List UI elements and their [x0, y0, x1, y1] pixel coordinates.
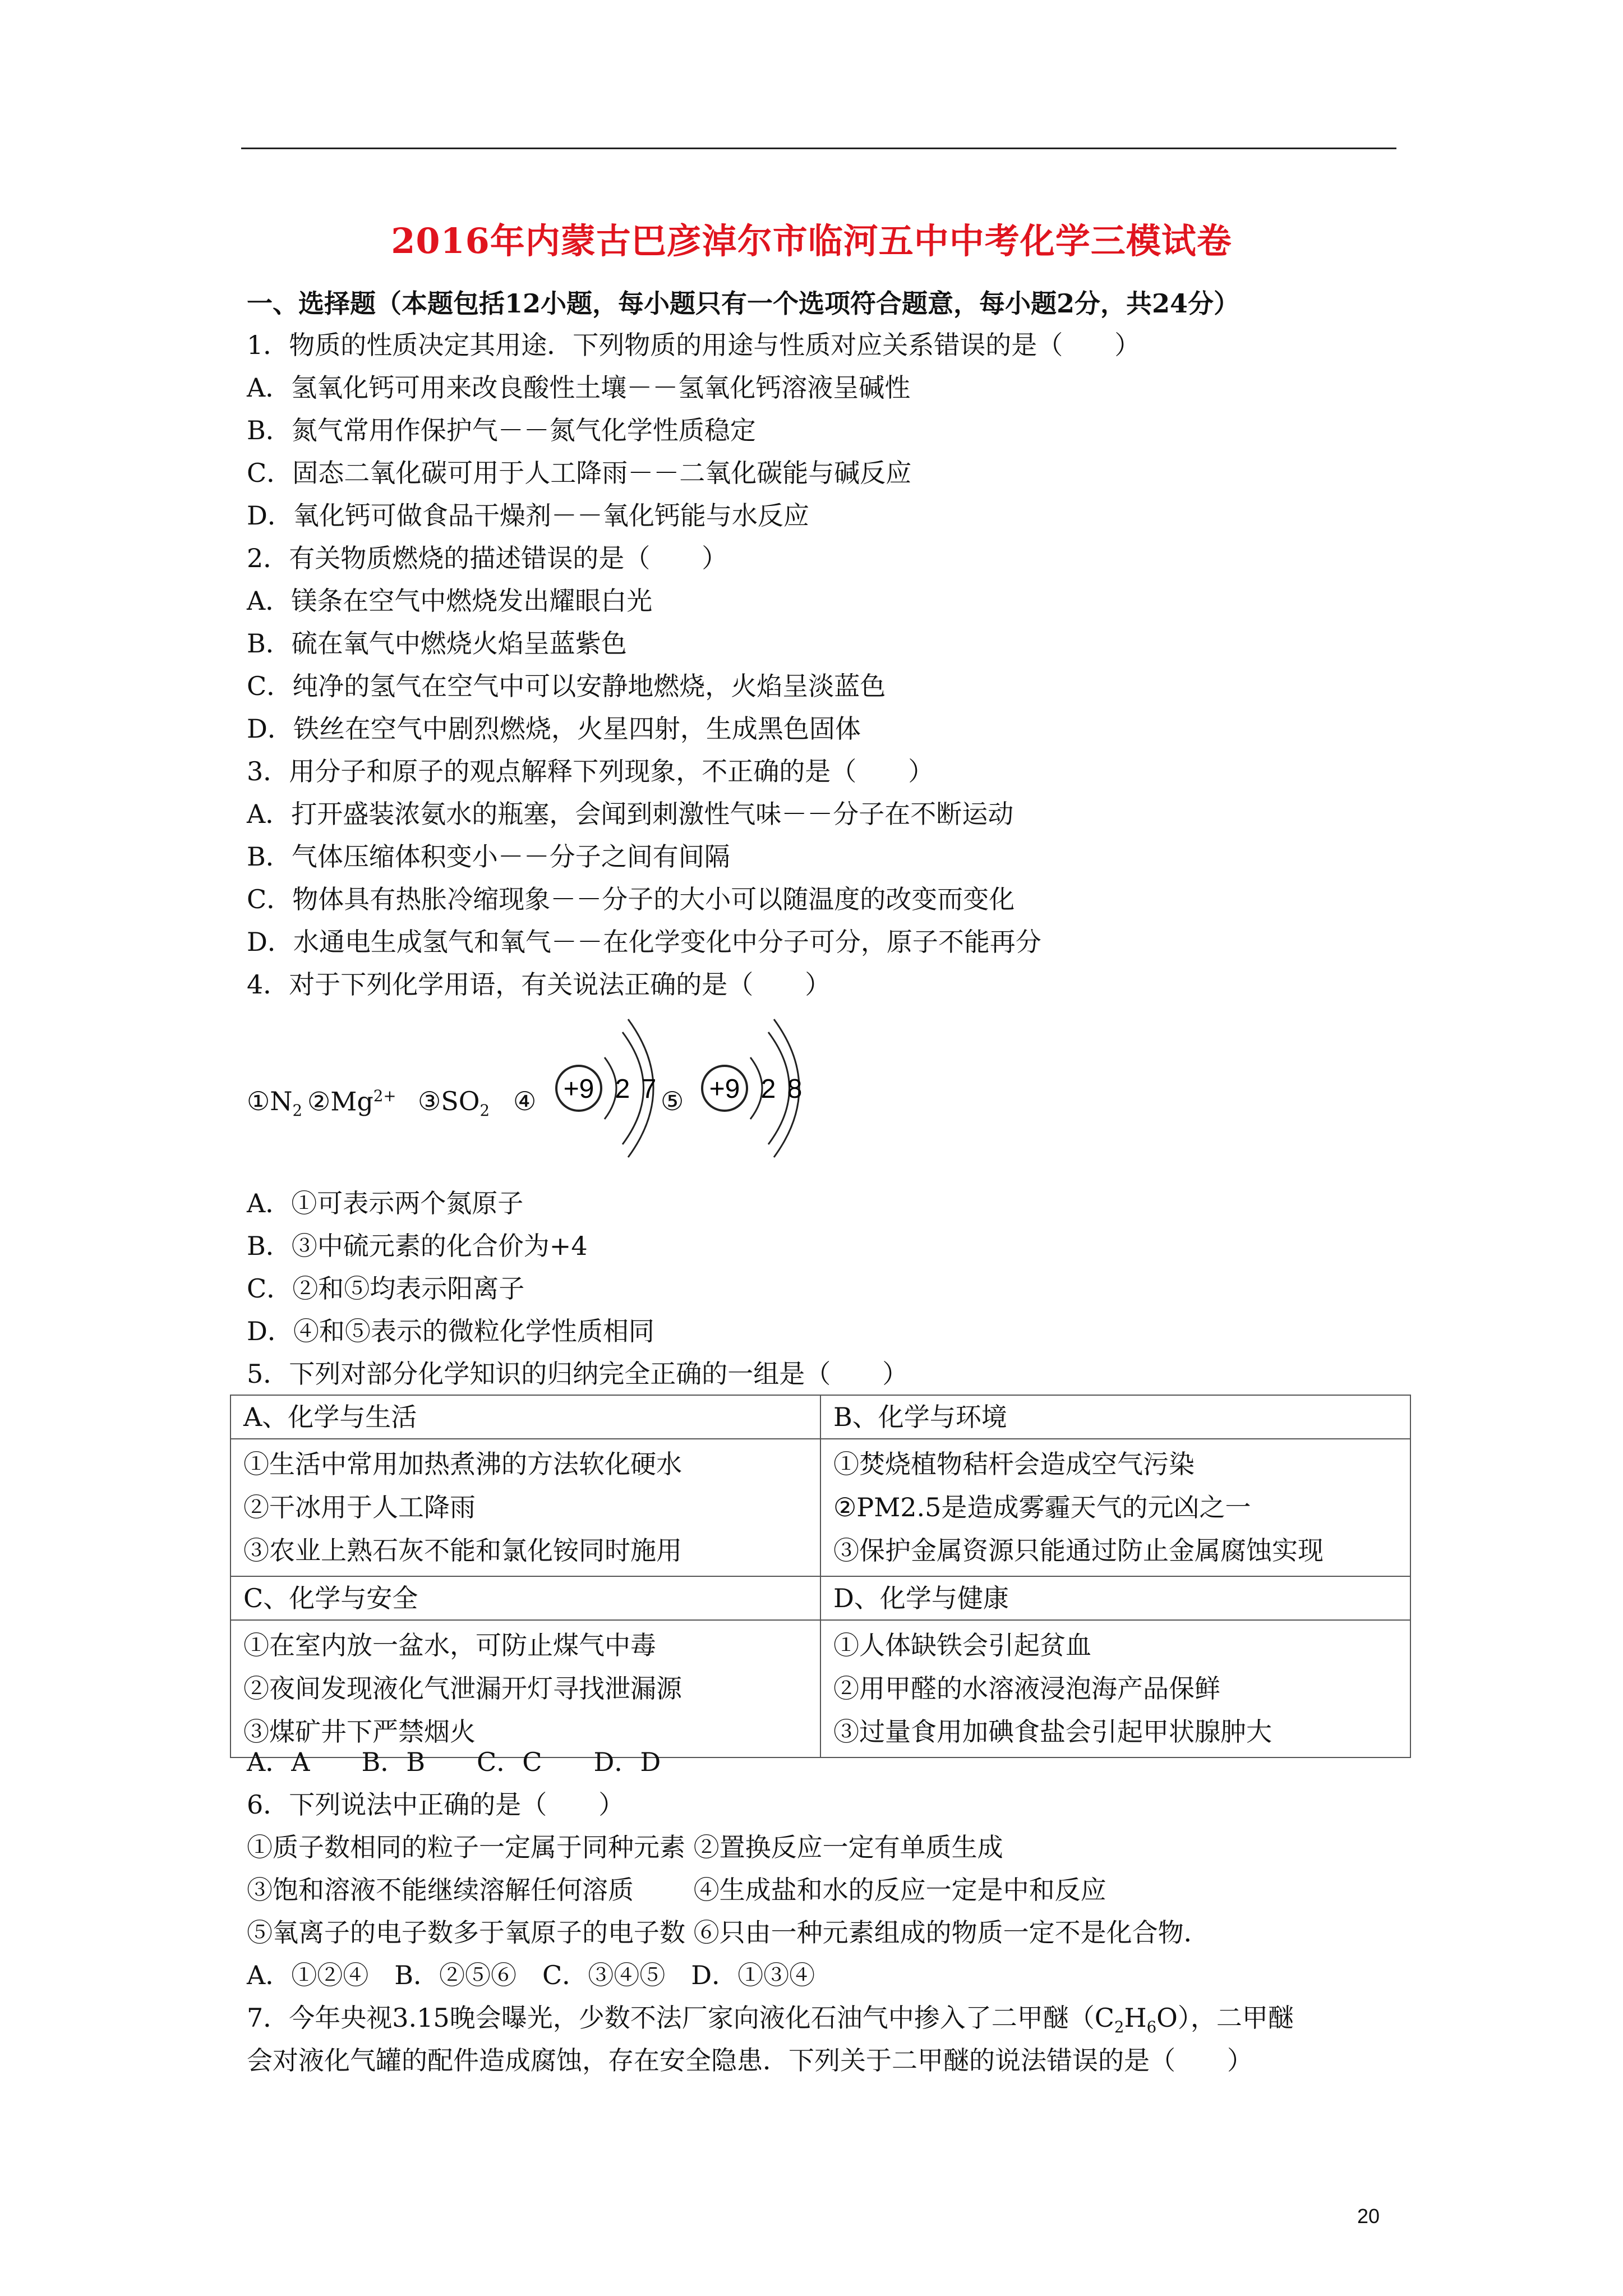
table-b-item-3: ③保护金属资源只能通过防止金属腐蚀实现 — [833, 1535, 1324, 1566]
label-item-5: ⑤ — [661, 1086, 684, 1116]
q4-option-a: A．①可表示两个氮原子 — [247, 1188, 524, 1218]
atom5-shell1: 2 — [760, 1074, 776, 1104]
q1-option-b: B．氮气常用作保护气－－氮气化学性质稳定 — [247, 415, 756, 445]
table-c-item-2: ②夜间发现液化气泄漏开灯寻找泄漏源 — [243, 1673, 682, 1704]
table-a-item-2: ②干冰用于人工降雨 — [243, 1492, 476, 1522]
table-head-c: C、化学与安全 — [230, 1576, 820, 1620]
q4-option-b: B．③中硫元素的化合价为+4 — [247, 1231, 588, 1261]
formula-mg-ion: $②Mg^{2+}$ — [307, 1086, 396, 1117]
table-d-item-2: ②用甲醛的水溶液浸泡海产品保鲜 — [833, 1673, 1220, 1704]
atom4-shell2: 7 — [641, 1074, 657, 1104]
q6-options: A．①②④ B．②⑤⑥ C．③④⑤ D．①③④ — [247, 1960, 815, 1990]
table-a-item-3: ③农业上熟石灰不能和氯化铵同时施用 — [243, 1535, 682, 1566]
q6-stem: 6．下列说法中正确的是（ ） — [247, 1789, 625, 1820]
q4-formulas — [247, 1007, 864, 1170]
atom-structure-diagram-5 — [690, 1007, 816, 1170]
section-heading: 一、选择题（本题包括12小题，每小题只有一个选项符合题意，每小题2分，共24分） — [247, 288, 1240, 319]
atom4-shell1: 2 — [615, 1074, 630, 1104]
atom5-nucleus: +9 — [709, 1074, 740, 1104]
table-cell-b — [820, 1439, 1410, 1576]
q4-stem: 4．对于下列化学用语，有关说法正确的是（ ） — [247, 969, 831, 1000]
table-b-item-1: ①焚烧植物秸杆会造成空气污染 — [833, 1449, 1195, 1479]
q3-stem: 3．用分子和原子的观点解释下列现象，不正确的是（ ） — [247, 756, 934, 786]
q2-option-a: A．镁条在空气中燃烧发出耀眼白光 — [247, 586, 653, 616]
table-d-item-1: ①人体缺铁会引起贫血 — [833, 1630, 1091, 1660]
q2-option-b: B．硫在氧气中燃烧火焰呈蓝紫色 — [247, 628, 627, 659]
q6-statements-1: ①质子数相同的粒子一定属于同种元素 ②置换反应一定有单质生成 — [247, 1832, 1003, 1862]
q5-stem: 5．下列对部分化学知识的归纳完全正确的一组是（ ） — [247, 1359, 909, 1389]
label-item-4: ④ — [513, 1086, 537, 1116]
table-d-item-3: ③过量食用加碘食盐会引起甲状腺肿大 — [833, 1717, 1272, 1747]
atom4-nucleus: +9 — [563, 1074, 594, 1104]
page-number: 20 — [1357, 2205, 1380, 2228]
q2-option-c: C．纯净的氢气在空气中可以安静地燃烧，火焰呈淡蓝色 — [247, 671, 886, 701]
table-head-a: A、化学与生活 — [230, 1395, 820, 1439]
atom5-shell2: 8 — [787, 1074, 803, 1104]
q7-stem-line-2: 会对液化气罐的配件造成腐蚀，存在安全隐患．下列关于二甲醚的说法错误的是（ ） — [247, 2045, 1253, 2076]
formula-n2: $①N_2$ — [247, 1086, 303, 1120]
q3-option-b: B．气体压缩体积变小－－分子之间有间隔 — [247, 841, 730, 872]
table-a-item-1: ①生活中常用加热煮沸的方法软化硬水 — [243, 1449, 682, 1479]
q6-statements-3: ⑤氧离子的电子数多于氧原子的电子数 ⑥只由一种元素组成的物质一定不是化合物． — [247, 1917, 1210, 1948]
q6-statements-2: ③饱和溶液不能继续溶解任何溶质 ④生成盐和水的反应一定是中和反应 — [247, 1875, 1106, 1905]
q1-stem: 1．物质的性质决定其用途．下列物质的用途与性质对应关系错误的是（ ） — [247, 330, 1141, 360]
q4-option-d: D．④和⑤表示的微粒化学性质相同 — [247, 1316, 654, 1346]
table-b-item-2: ②PM2.5是造成雾霾天气的元凶之一 — [833, 1492, 1251, 1522]
q7-stem-line-1: 7．今年央视3.15晚会曝光，少数不法厂家向液化石油气中掺入了二甲醚$(C_2H_6O)$，二甲醚 — [247, 2003, 1294, 2037]
header-rule — [241, 148, 1396, 149]
q1-option-a: A．氢氧化钙可用来改良酸性土壤－－氢氧化钙溶液呈碱性 — [247, 372, 911, 403]
formula-so2: $③SO_2$ — [418, 1086, 490, 1120]
table-cell-c — [230, 1620, 820, 1757]
table-c-item-1: ①在室内放一盆水，可防止煤气中毒 — [243, 1630, 656, 1660]
table-c-item-3: ③煤矿井下严禁烟火 — [243, 1717, 476, 1747]
q2-option-d: D．铁丝在空气中剧烈燃烧，火星四射，生成黑色固体 — [247, 714, 861, 744]
table-cell-d — [820, 1620, 1410, 1757]
q4-option-c: C．②和⑤均表示阳离子 — [247, 1273, 525, 1304]
table-cell-a — [230, 1439, 820, 1576]
table-head-b: B、化学与环境 — [820, 1395, 1410, 1439]
exam-title: 2016年内蒙古巴彦淖尔市临河五中中考化学三模试卷 — [391, 220, 1232, 261]
q3-option-a: A．打开盛装浓氨水的瓶塞，会闻到刺激性气味－－分子在不断运动 — [247, 799, 1014, 829]
q1-option-c: C．固态二氧化碳可用于人工降雨－－二氧化碳能与碱反应 — [247, 458, 912, 488]
table-head-d: D、化学与健康 — [820, 1576, 1410, 1620]
q2-stem: 2．有关物质燃烧的描述错误的是（ ） — [247, 543, 728, 573]
atom-structure-diagram-4 — [544, 1007, 670, 1170]
q3-option-c: C．物体具有热胀冷缩现象－－分子的大小可以随温度的改变而变化 — [247, 884, 1015, 914]
q1-option-d: D．氧化钙可做食品干燥剂－－氧化钙能与水反应 — [247, 500, 809, 531]
q5-knowledge-table — [230, 1395, 1411, 1758]
q5-options: A．A B．B C．C D．D — [247, 1747, 661, 1777]
q3-option-d: D．水通电生成氢气和氧气－－在化学变化中分子可分，原子不能再分 — [247, 927, 1041, 957]
